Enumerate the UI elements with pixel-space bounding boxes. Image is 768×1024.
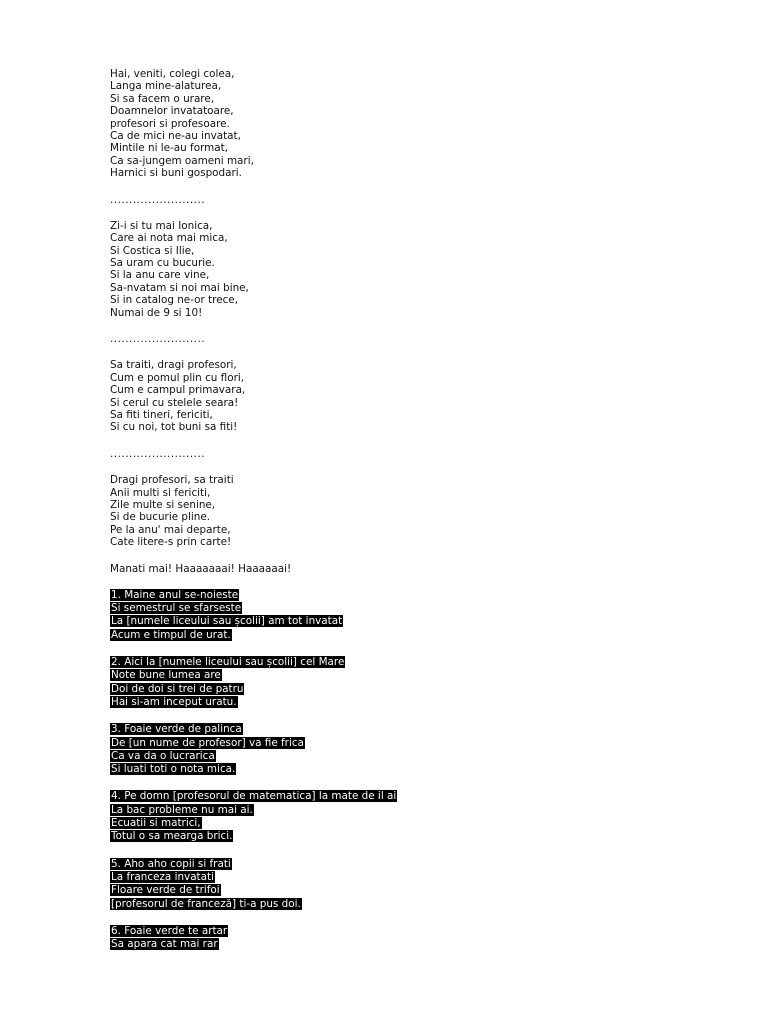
verse-line: Si Costica si Ilie, — [110, 244, 195, 257]
highlighted-line — [110, 737, 730, 750]
highlighted-line — [110, 938, 730, 951]
highlighted-line — [110, 858, 730, 871]
verse-line: Zi-i si tu mai Ionica, — [110, 219, 213, 232]
highlighted-text: [profesorul de franceză] ti-a pus doi. — [111, 897, 301, 910]
verse-line: Mintile ni le-au format, — [110, 142, 229, 155]
highlighted-stanza-1 — [110, 589, 730, 642]
shout-line: Manati mai! Haaaaaaai! Haaaaaai! — [110, 562, 292, 575]
verse-line: Sa-nvatam si noi mai bine, — [110, 281, 249, 294]
highlighted-text: 4. Pe domn [profesorul de matematica] la mate de il ai — [111, 790, 397, 803]
verse-line: Anii multi si fericiti, — [110, 486, 211, 499]
verse-line: Sa fiti tineri, fericiti, — [110, 408, 213, 421]
verse-line: Si in catalog ne-or trece, — [110, 294, 238, 307]
highlighted-text: Si semestrul se sfarseste — [111, 602, 242, 615]
highlighted-line — [110, 683, 730, 696]
highlighted-line — [110, 763, 730, 776]
dotted-separator: ......................... — [110, 447, 206, 460]
verse-line: Dragi profesori, sa traiti — [110, 474, 234, 487]
highlighted-line — [110, 871, 730, 884]
highlighted-text: Note bune lumea are — [111, 669, 221, 682]
verse-line: Langa mine-alaturea, — [110, 80, 222, 93]
highlighted-line — [110, 629, 730, 642]
highlighted-stanza-2 — [110, 656, 730, 709]
highlighted-text: 1. Maine anul se-noieste — [111, 588, 239, 601]
highlighted-text: Ca va da o lucrarica — [111, 749, 215, 762]
highlighted-stanza-6 — [110, 925, 730, 952]
highlighted-stanza-4 — [110, 790, 730, 843]
verse-line: Zile multe si senine, — [110, 498, 216, 511]
highlighted-line — [110, 817, 730, 830]
dotted-separator: ......................... — [110, 193, 206, 206]
stanza-4 — [110, 474, 730, 548]
highlighted-text: Doi de doi si trei de patru — [111, 682, 244, 695]
verse-line: Cate litere-s prin carte! — [110, 536, 232, 549]
document-body — [110, 68, 730, 965]
stanza-1 — [110, 68, 730, 180]
highlighted-line — [110, 925, 730, 938]
highlighted-line — [110, 669, 730, 682]
highlighted-text: De [un nume de profesor] va fie frica — [111, 736, 304, 749]
dotted-separator: ......................... — [110, 333, 206, 346]
verse-line: profesori si profesoare. — [110, 117, 230, 130]
highlighted-text: Si luati toti o nota mica. — [111, 763, 236, 776]
verse-line: Si sa facem o urare, — [110, 92, 215, 105]
highlighted-text: La franceza invatati — [111, 870, 214, 883]
highlighted-line — [110, 723, 730, 736]
verse-line: Pe la anu' mai departe, — [110, 523, 231, 536]
highlighted-text: La bac probleme nu mai ai. — [111, 803, 253, 816]
verse-line: Cum e campul primavara, — [110, 384, 246, 397]
verse-line: Sa traiti, dragi profesori, — [110, 359, 237, 372]
highlighted-line — [110, 696, 730, 709]
highlighted-line — [110, 884, 730, 897]
highlighted-text: La [numele liceului sau școlii] am tot invatat — [111, 615, 343, 628]
verse-line: Si cu noi, tot buni sa fiti! — [110, 421, 238, 434]
highlighted-line — [110, 898, 730, 911]
highlighted-text: Acum e timpul de urat. — [111, 628, 231, 641]
highlighted-text: 2. Aici la [numele liceului sau școlii] cel Mare — [111, 656, 345, 669]
verse-line: Numai de 9 si 10! — [110, 306, 203, 319]
stanza-3 — [110, 359, 730, 433]
highlighted-text: 6. Foaie verde te artar — [111, 924, 228, 937]
highlighted-text: Ecuatii si matrici, — [111, 817, 201, 830]
highlighted-line — [110, 656, 730, 669]
verse-line: Cum e pomul plin cu flori, — [110, 371, 245, 384]
verse-line: Ca sa-jungem oameni mari, — [110, 154, 254, 167]
verse-line: Si la anu care vine, — [110, 269, 210, 282]
stanza-2 — [110, 220, 730, 319]
shout-line-block — [110, 563, 730, 575]
verse-line: Si cerul cu stelele seara! — [110, 396, 239, 409]
verse-line: Ca de mici ne-au invatat, — [110, 129, 241, 142]
highlighted-stanza-5 — [110, 858, 730, 911]
highlighted-line — [110, 750, 730, 763]
highlighted-line — [110, 790, 730, 803]
highlighted-text: Hai si-am inceput uratu. — [111, 695, 237, 708]
highlighted-text: Totul o sa mearga brici. — [111, 830, 233, 843]
verse-line: Harnici si buni gospodari. — [110, 167, 242, 180]
verse-line: Care ai nota mai mica, — [110, 232, 228, 245]
highlighted-line — [110, 830, 730, 843]
highlighted-line — [110, 602, 730, 615]
highlighted-text: Floare verde de trifoi — [111, 884, 220, 897]
verse-line: Doamnelor invatatoare, — [110, 105, 234, 118]
verse-line: Sa uram cu bucurie. — [110, 257, 215, 270]
highlighted-stanza-3 — [110, 723, 730, 776]
highlighted-text: Sa apara cat mai rar — [111, 938, 218, 951]
highlighted-line — [110, 589, 730, 602]
highlighted-line — [110, 804, 730, 817]
highlighted-text: 3. Foaie verde de palinca — [111, 723, 242, 736]
highlighted-text: 5. Aho aho copii si frati — [111, 857, 231, 870]
highlighted-line — [110, 615, 730, 628]
verse-line: Si de bucurie pline. — [110, 511, 211, 524]
verse-line: Hai, veniti, colegi colea, — [110, 68, 235, 80]
